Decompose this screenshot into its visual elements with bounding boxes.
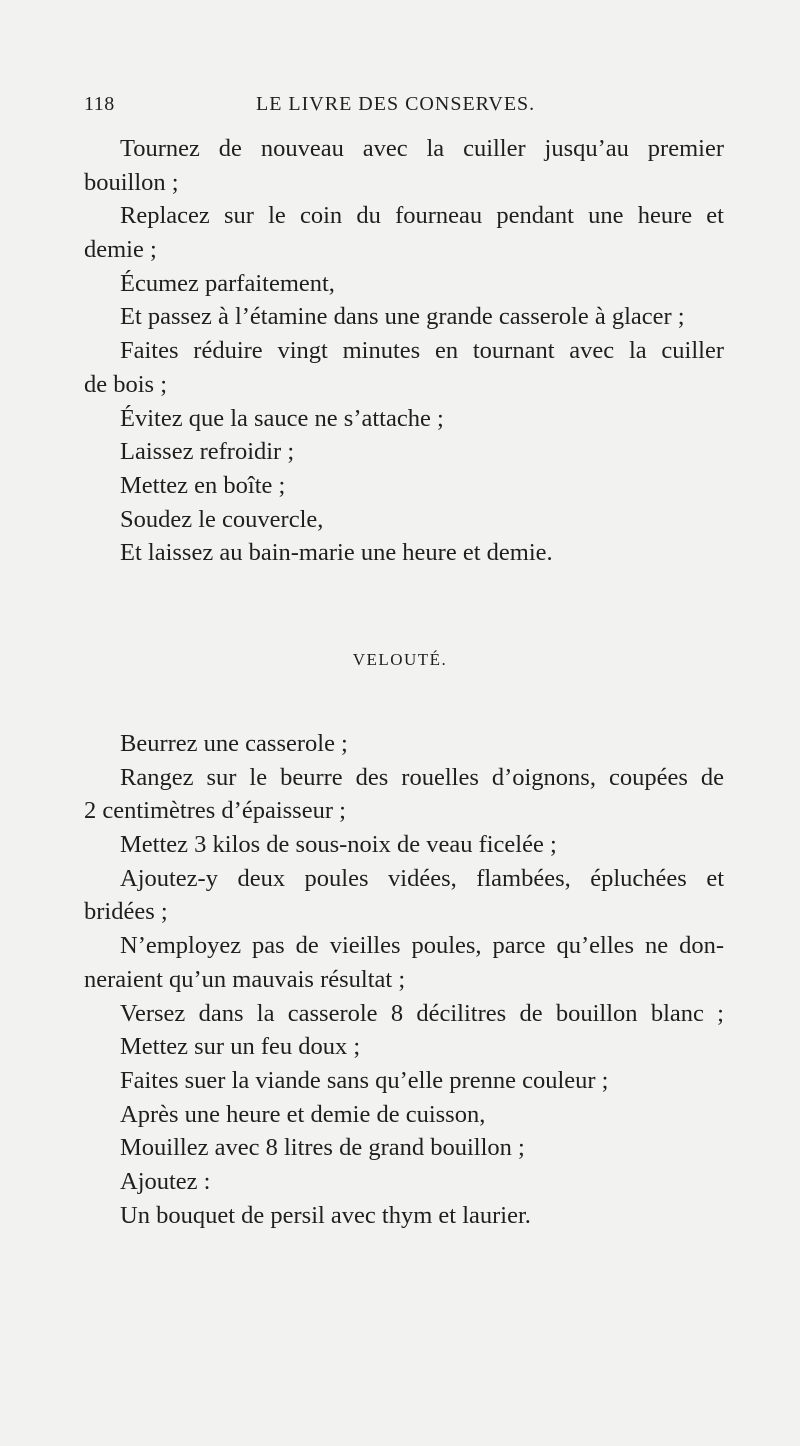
- text-line: Après une heure et demie de cuisson,: [120, 1100, 486, 1128]
- text-line: Évitez que la sauce ne s’attache ;: [120, 404, 444, 432]
- text-line: Replacez sur le coin du fourneau pendant une heure et: [120, 202, 724, 230]
- text-line: N’employez pas de vieilles poules, parce qu’elles ne don-: [120, 932, 724, 960]
- text-line: bridées ;: [84, 898, 168, 926]
- text-line: Mettez sur un feu doux ;: [120, 1033, 361, 1061]
- text-line: Soudez le couvercle,: [120, 505, 324, 533]
- running-title: LE LIVRE DES CONSERVES.: [256, 93, 536, 115]
- text-line: Un bouquet de persil avec thym et laurier.: [120, 1201, 531, 1229]
- text-line: Rangez sur le beurre des rouelles d’oignons, coupées de: [120, 763, 724, 791]
- text-line: Versez dans la casserole 8 décilitres de bouillon blanc ;: [120, 999, 724, 1027]
- text-line: de bois ;: [84, 370, 168, 398]
- text-line: Mouillez avec 8 litres de grand bouillon ;: [120, 1134, 525, 1162]
- section-title: VELOUTÉ.: [352, 650, 448, 669]
- page-header: [84, 93, 724, 121]
- text-line: bouillon ;: [84, 168, 179, 196]
- text-line: Beurrez une casserole ;: [120, 730, 348, 757]
- text-line: Ajoutez :: [120, 1167, 211, 1195]
- recipe-instructions-continued: [84, 132, 724, 570]
- text-line: Faites réduire vingt minutes en tournant avec la cuiller: [120, 337, 724, 365]
- text-line: 2 centimètres d’épaisseur ;: [84, 797, 346, 825]
- text-line: Et passez à l’étamine dans une grande casserole à glacer ;: [120, 303, 685, 331]
- text-line: Mettez en boîte ;: [120, 471, 286, 499]
- text-line: Faites suer la viande sans qu’elle prenne couleur ;: [120, 1066, 609, 1094]
- page-number: 118: [84, 93, 115, 115]
- text-line: neraient qu’un mauvais résultat ;: [84, 965, 406, 993]
- text-line: Écumez parfaitement,: [120, 269, 335, 297]
- text-line: Tournez de nouveau avec la cuiller jusqu’au premier: [120, 135, 724, 162]
- text-line: Ajoutez-y deux poules vidées, flambées, épluchées et: [120, 864, 724, 892]
- veloute-recipe-instructions: [84, 727, 724, 1232]
- text-line: Laissez refroidir ;: [120, 438, 295, 466]
- text-line: demie ;: [84, 236, 157, 264]
- text-line: Mettez 3 kilos de sous-noix de veau ficelée ;: [120, 831, 557, 859]
- text-line: Et laissez au bain-marie une heure et demie.: [120, 539, 553, 567]
